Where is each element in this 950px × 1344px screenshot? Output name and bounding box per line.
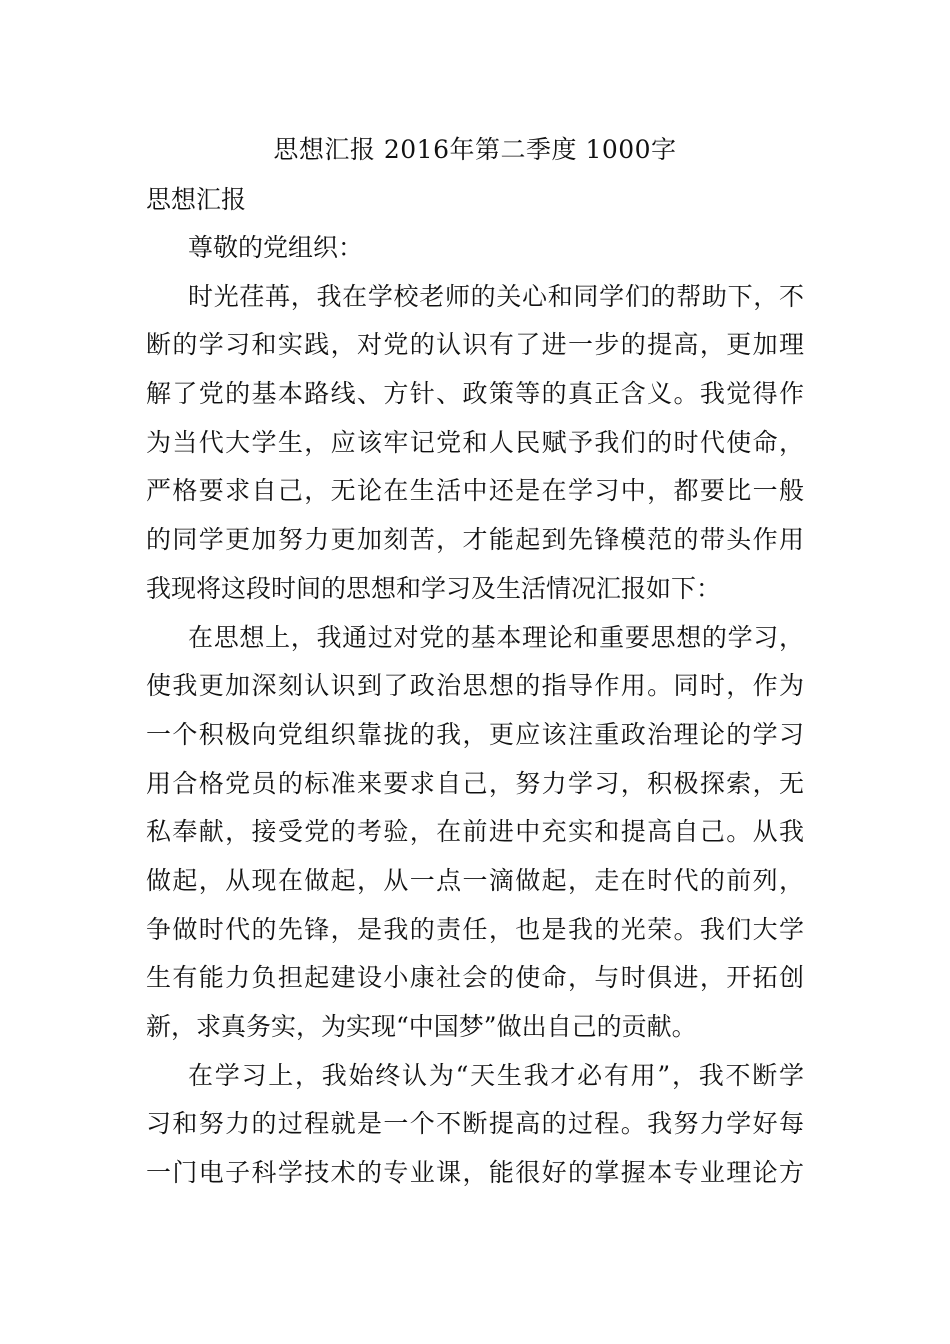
paragraph-line: 一个积极向党组织靠拢的我，更应该注重政治理论的学习 (146, 719, 804, 749)
paragraph-line: 在思想上，我通过对党的基本理论和重要思想的学习， (188, 622, 804, 652)
paragraph-line: 用合格党员的标准来要求自己，努力学习，积极探索，无 (146, 768, 804, 798)
paragraph-line: 习和努力的过程就是一个不断提高的过程。我努力学好每 (146, 1109, 804, 1139)
paragraph-line: 新，求真务实，为实现“中国梦”做出自己的贡献。 (146, 1012, 697, 1041)
paragraph-line: 争做时代的先锋，是我的责任，也是我的光荣。我们大学 (146, 914, 804, 944)
salutation-line: 尊敬的党组织： (188, 233, 364, 262)
paragraph-line: 做起，从现在做起，从一点一滴做起，走在时代的前列， (146, 865, 804, 895)
document-subtitle: 思想汇报 (146, 185, 247, 214)
paragraph-line: 使我更加深刻认识到了政治思想的指导作用。同时，作为 (146, 671, 804, 701)
paragraph-line: 在学习上，我始终认为“天生我才必有用”，我不断学 (188, 1060, 804, 1090)
paragraph-line: 生有能力负担起建设小康社会的使命，与时俱进，开拓创 (146, 963, 804, 993)
paragraph-line: 一门电子科学技术的专业课，能很好的掌握本专业理论方 (146, 1158, 804, 1188)
paragraph-line: 我现将这段时间的思想和学习及生活情况汇报如下： (146, 573, 722, 603)
paragraph-line: 为当代大学生，应该牢记党和人民赋予我们的时代使命， (146, 427, 804, 457)
document-body (146, 230, 804, 1204)
paragraph-line: 的同学更加努力更加刻苦，才能起到先锋模范的带头作用 (146, 525, 804, 555)
paragraph-line: 解了党的基本路线、方针、政策等的真正含义。我觉得作 (146, 379, 804, 409)
document-title: 思想汇报 2016年第二季度 1000字 (273, 135, 677, 164)
paragraph-line: 私奉献，接受党的考验，在前进中充实和提高自己。从我 (146, 817, 804, 847)
paragraph-line: 时光荏苒，我在学校老师的关心和同学们的帮助下，不 (188, 281, 804, 311)
paragraph-line: 断的学习和实践，对党的认识有了进一步的提高，更加理 (146, 330, 804, 360)
paragraph-line: 严格要求自己，无论在生活中还是在学习中，都要比一般 (146, 476, 804, 506)
